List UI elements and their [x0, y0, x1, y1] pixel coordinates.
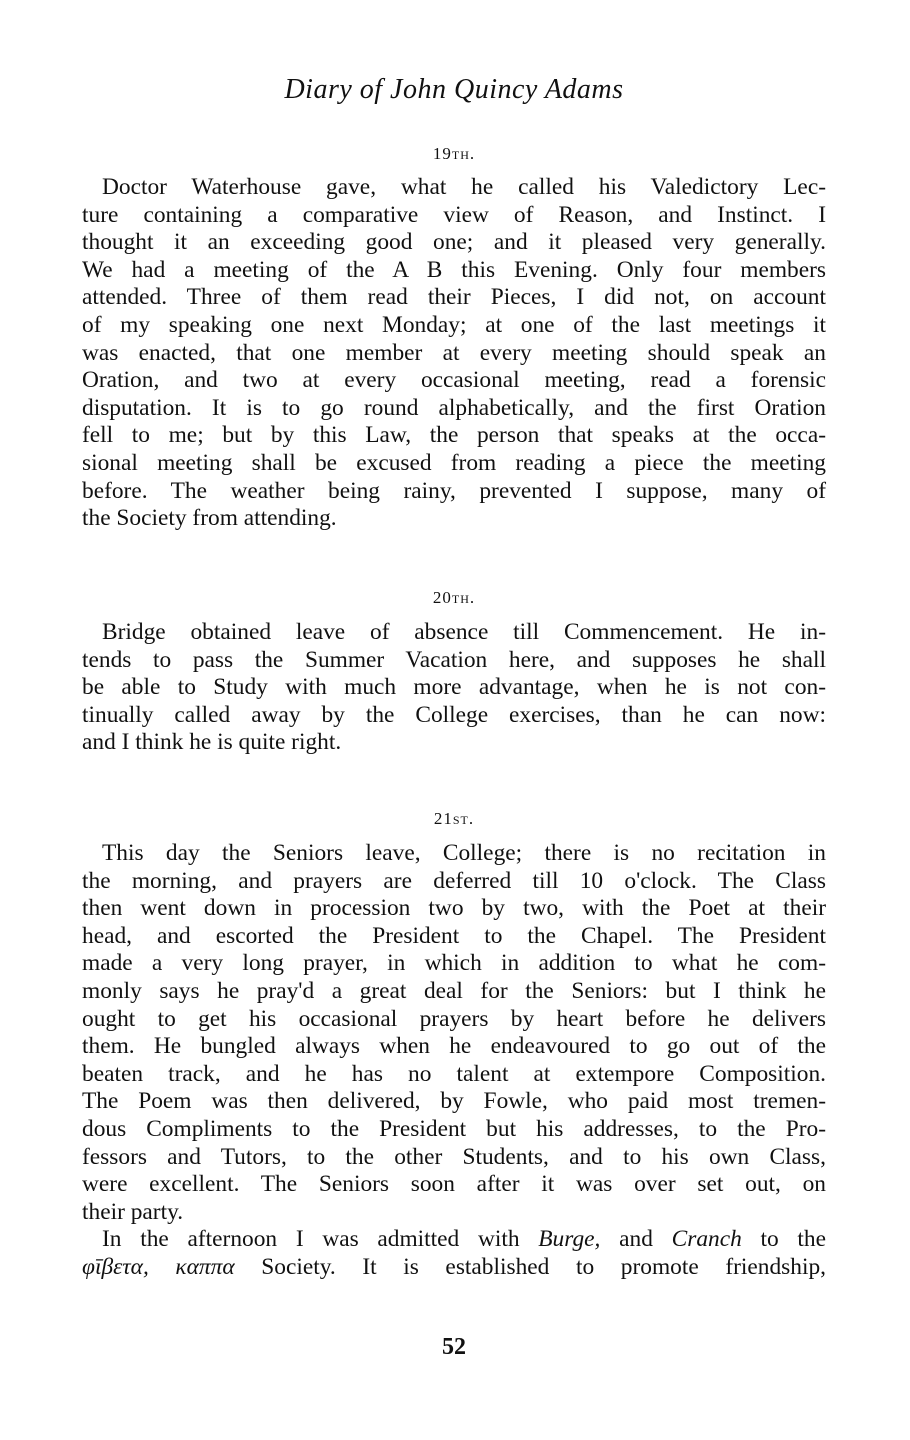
text-line: the morning, and prayers are deferred till 10 o'clock. The Class — [82, 867, 826, 894]
entry-21st-paragraph — [82, 840, 826, 1226]
text-line: were excellent. The Seniors soon after it was over set out, on — [82, 1171, 826, 1198]
entry-date-20th: 20th. — [432, 588, 476, 607]
text-line: disputation. It is to go round alphabetically, and the first Oration — [82, 394, 826, 421]
page-number: 52 — [442, 1334, 466, 1360]
text-line: Oration, and two at every occasional meeting, read a forensic — [82, 367, 826, 394]
text-line: attended. Three of them read their Pieces, I did not, on account — [82, 284, 826, 311]
entry-20th-paragraph — [82, 619, 826, 757]
text-line: head, and escorted the President to the Chapel. The President — [82, 922, 826, 949]
text-line: Bridge obtained leave of absence till Commencement. He in- — [102, 619, 826, 645]
text-line: fessors and Tutors, to the other Students, and to his own Class, — [82, 1143, 826, 1170]
text-line: This day the Seniors leave, College; there is no recitation in — [102, 840, 826, 866]
entry-21st-paragraph-2 — [82, 1226, 826, 1281]
text-line: Doctor Waterhouse gave, what he called his Valedictory Lec- — [102, 174, 826, 200]
text-line: was enacted, that one member at every meeting should speak an — [82, 339, 826, 366]
text-line: tends to pass the Summer Vacation here, and supposes he shall — [82, 646, 826, 673]
text-line: their party. — [82, 1198, 184, 1225]
name-burge: Burge, — [538, 1226, 601, 1252]
text-line: the Society from attending. — [82, 505, 337, 532]
text-line: The Poem was then delivered, by Fowle, who paid most tremen- — [82, 1088, 826, 1115]
text-line: tinually called away by the College exercises, than he can now: — [82, 701, 826, 728]
text-line: then went down in procession two by two, with the Poet at their — [82, 895, 826, 922]
text-line: In the afternoon I was admitted with Burge, and Cranch to the — [102, 1226, 827, 1252]
text-line: We had a meeting of the A B this Evening. Only four members — [82, 256, 826, 283]
text-line: ture containing a comparative view of Reason, and Instinct. I — [82, 201, 826, 228]
running-head: Diary of John Quincy Adams — [284, 74, 624, 105]
name-cranch: Cranch — [671, 1226, 742, 1252]
text-line: before. The weather being rainy, prevented I suppose, many of — [82, 477, 826, 504]
text-line: monly says he pray'd a great deal for the Seniors: but I think he — [82, 977, 826, 1004]
text-line: of my speaking one next Monday; at one of the last meetings it — [82, 311, 826, 338]
text-line: thought it an exceeding good one; and it pleased very generally. — [82, 229, 826, 256]
entry-19th-paragraph — [82, 174, 826, 533]
text-line: sional meeting shall be excused from reading a piece the meeting — [82, 449, 826, 476]
entry-date-19th: 19th. — [432, 144, 476, 163]
text-line: beaten track, and he has no talent at extempore Composition. — [82, 1060, 826, 1087]
text-line: dous Compliments to the President but his addresses, to the Pro- — [82, 1115, 826, 1142]
text-line: them. He bungled always when he endeavoured to go out of the — [82, 1033, 826, 1060]
greek-society-name: φῑβετα, καππα — [82, 1253, 235, 1280]
text-line: made a very long prayer, in which in addition to what he com- — [82, 950, 826, 977]
entry-date-21st: 21st. — [433, 809, 475, 828]
text-line: and I think he is quite right. — [82, 729, 342, 756]
text-line: fell to me; but by this Law, the person that speaks at the occa- — [82, 422, 826, 449]
text-line: be able to Study with much more advantage, when he is not con- — [82, 674, 826, 701]
text-line: φῑβετα, καππα Society. It is established to promote friendship, — [82, 1253, 827, 1280]
text-line: ought to get his occasional prayers by heart before he delivers — [82, 1005, 826, 1032]
